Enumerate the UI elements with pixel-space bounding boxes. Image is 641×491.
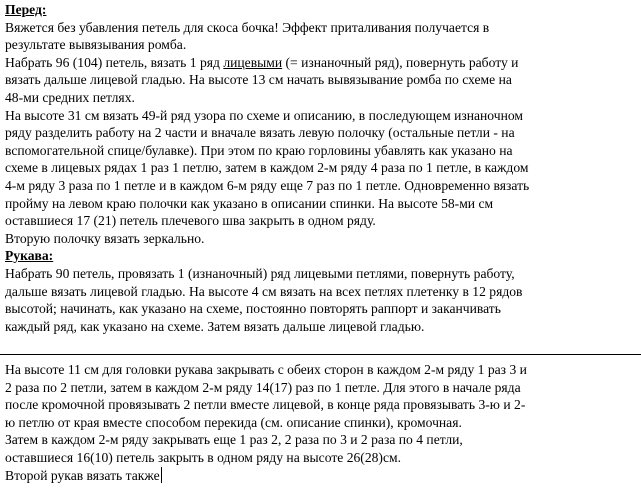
- sleeve-line: Набрать 90 петель, провязать 1 (изнаночный) ряд лицевыми петлями, повернуть работу,: [5, 265, 515, 281]
- continuation-line: оставшиеся 16(10) петель закрыть в одном ряду на высоте 26(28)см.: [5, 449, 401, 465]
- text-cursor: [161, 467, 163, 483]
- front-line: [5, 54, 633, 72]
- continuation-line: 2 раза по 2 петли, затем в каждом 2-м ряду 14(17) раз по 1 петле. Для этого в начале ряда: [5, 379, 521, 395]
- front-line: Вторую полочку вязать зеркально.: [5, 230, 205, 246]
- continuation-line: [5, 467, 633, 485]
- front-line: пройму на левом краю полочки как указано в описании спинки. На высоте 58-ми см: [5, 195, 494, 211]
- front-line: Вяжется без убавления петель для скоса бочка! Эффект приталивания получается в: [5, 19, 490, 35]
- sleeve-line: каждый ряд, как указано на схеме. Затем вязать дальше лицевой гладью.: [5, 318, 425, 334]
- front-line: 4-м ряду 3 раза по 1 петле и в каждом 6-м ряду еще 7 раз по 1 петле. Одновременно вязать: [5, 177, 530, 193]
- front-line: вспомогательной спице/булавке). При этом по краю горловины убавлять как указано на: [5, 142, 513, 158]
- front-line: оставшиеся 17 (21) петель плечевого шва закрыть в одном ряду.: [5, 213, 376, 229]
- underlined-word: лицевыми: [223, 54, 283, 70]
- continuation-line: Затем в каждом 2-м ряду закрывать еще 1 раз 2, 2 раза по 3 и 2 раза по 4 петли,: [5, 432, 463, 448]
- front-line: 48-ми средних петлях.: [5, 89, 135, 105]
- sleeve-heading: Рукава:: [5, 248, 54, 264]
- lower-text-block[interactable]: [5, 361, 633, 484]
- continuation-line: после кромочной провязывать 2 петли вместе лицевой, в конце ряда провязывать 3-ю и 2-: [5, 397, 526, 413]
- front-line-part: (= изнаночный ряд), повернуть работу и: [282, 54, 519, 70]
- section-divider: [0, 354, 641, 355]
- front-line: ряду разделить работу на 2 части и вначале вязать левую полочку (остальные петли - на: [5, 125, 515, 141]
- last-line-text: Второй рукав вязать также: [5, 467, 160, 483]
- continuation-line: ю петлю от края вместе способом перекида (см. описание спинки), кромочная.: [5, 414, 462, 430]
- continuation-line: На высоте 11 см для головки рукава закрывать с обеих сторон в каждом 2-м ряду 1 раз 3 и: [5, 362, 527, 377]
- front-heading: Перед:: [5, 2, 47, 17]
- upper-text-block: [5, 1, 633, 335]
- front-line: вязать дальше лицевой гладью. На высоте 13 см начать вывязывание ромба по схеме на: [5, 72, 512, 88]
- front-line: схеме в лицевых рядах 1 раз 1 петлю, затем в каждом 2-м ряду 4 раза по 1 петле, в каждом: [5, 160, 529, 176]
- front-line-part: Набрать 96 (104) петель, вязать 1 ряд: [5, 54, 224, 70]
- front-line: На высоте 31 см вязать 49-й ряд узора по схеме и описанию, в последующем изнаночном: [5, 107, 524, 123]
- sleeve-line: дальше вязать лицевой гладью. На высоте 4 см вязать на всех петлях плетенку в 12 рядов: [5, 283, 523, 299]
- front-line: результате вывязывания ромба.: [5, 37, 187, 53]
- sleeve-line: высотой; начинать, как указано на схеме, постоянно повторять раппорт и заканчивать: [5, 301, 501, 317]
